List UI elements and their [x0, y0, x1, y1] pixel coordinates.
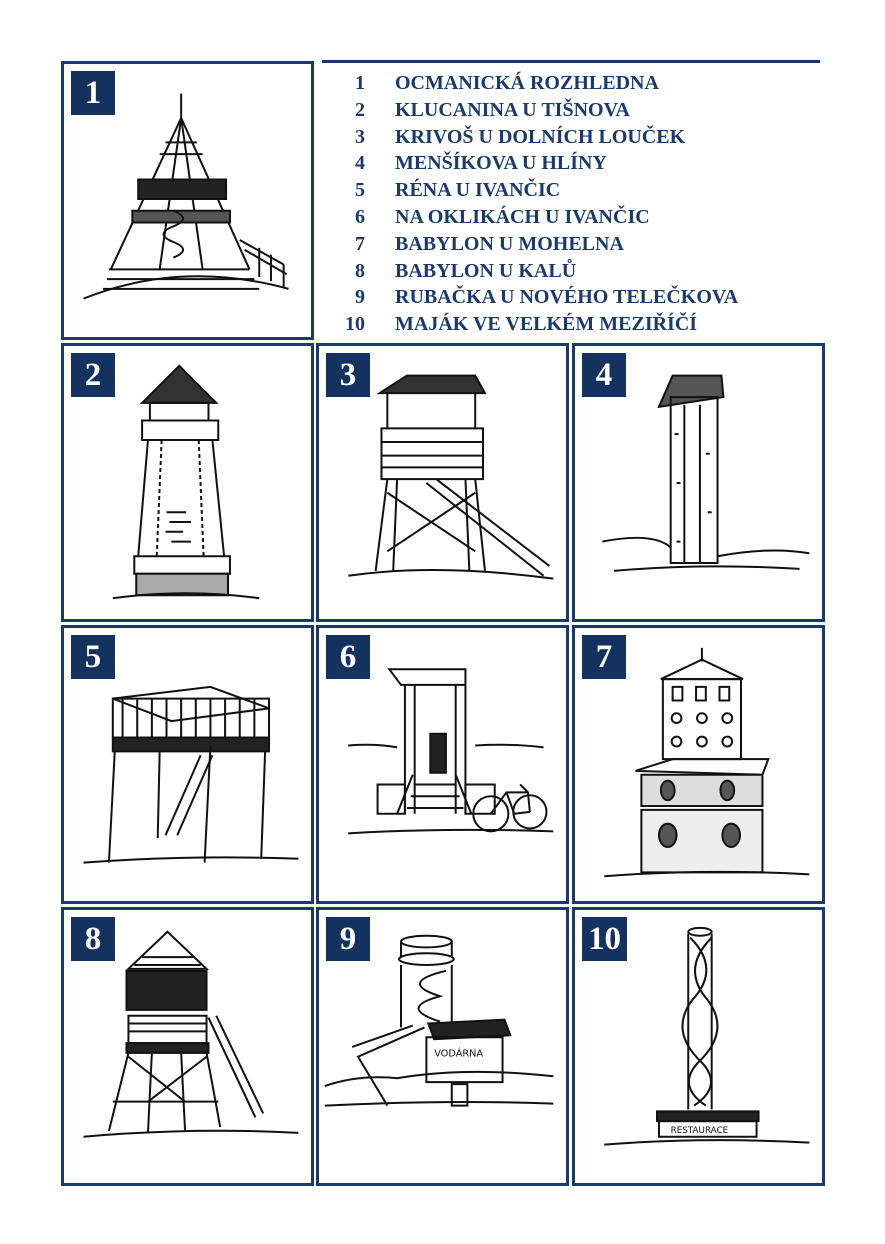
legend-item: 3 KRIVOŠ U DOLNÍCH LOUČEK — [355, 125, 686, 148]
water-tower-caption: VODÁRNA — [434, 1048, 484, 1060]
legend-item: 1 OCMANICKÁ ROZHLEDNA — [355, 72, 659, 94]
tower-panel-4 — [572, 343, 825, 622]
tower-panel-2 — [61, 343, 314, 622]
legend-item: 6 NA OKLIKÁCH U IVANČIC — [355, 205, 650, 228]
tower-panel-8 — [61, 907, 314, 1186]
legend-item: 9 RUBAČKA U NOVÉHO TELEČKOVA — [355, 286, 739, 309]
panel-number-badge: 10 — [582, 917, 627, 961]
tower-panel-10 — [572, 907, 825, 1186]
legend-item: 5 RÉNA U IVANČIC — [355, 179, 561, 202]
tower-panel-5 — [61, 625, 314, 904]
legend-item: 2 KLUCANINA U TIŠNOVA — [355, 98, 630, 121]
legend-item: 7 BABYLON U MOHELNA — [355, 232, 624, 255]
restaurant-caption: RESTAURACE — [670, 1125, 729, 1136]
panel-number-badge: 2 — [71, 353, 115, 397]
tower-panel-1 — [61, 61, 314, 340]
tower-panel-6 — [316, 625, 569, 904]
panel-number-badge: 8 — [71, 917, 115, 961]
legend-item: 8 BABYLON U KALŮ — [355, 259, 577, 282]
tower-panel-7 — [572, 625, 825, 904]
panel-number-badge: 5 — [71, 635, 115, 679]
tower-legend — [335, 70, 815, 338]
legend-item: 10 MAJÁK VE VELKÉM MEZIŘÍČÍ — [345, 313, 698, 336]
panel-number-badge: 7 — [582, 635, 626, 679]
panel-number-badge: 6 — [326, 635, 370, 679]
legend-item: 4 MENŠÍKOVA U HLÍNY — [355, 152, 607, 175]
tower-panel-9 — [316, 907, 569, 1186]
panel-number-badge: 3 — [326, 353, 370, 397]
panel-number-badge: 4 — [582, 353, 626, 397]
panel-number-badge: 1 — [71, 71, 115, 115]
panel-number-badge: 9 — [326, 917, 370, 961]
tower-panel-3 — [316, 343, 569, 622]
legend-top-rule — [322, 60, 820, 63]
